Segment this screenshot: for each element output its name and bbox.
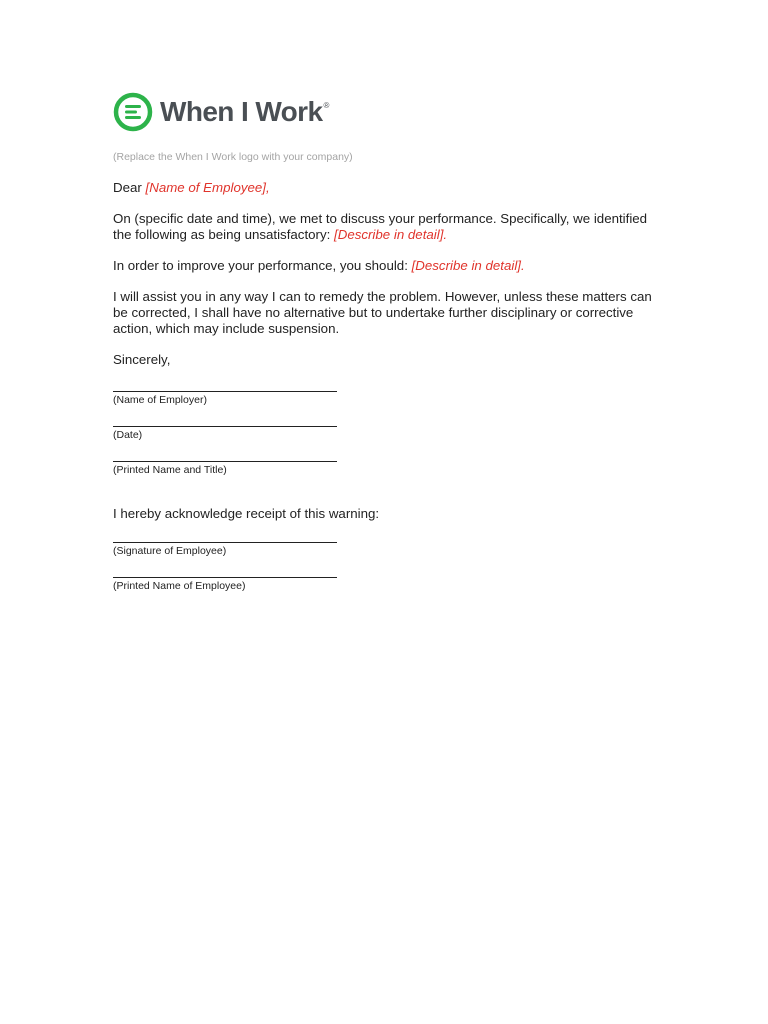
describe-placeholder-1: [Describe in detail]. [334, 227, 448, 242]
paragraph-improve-text: In order to improve your performance, you should: [113, 258, 412, 273]
signature-printed-name-employee [113, 577, 337, 593]
paragraph-meeting [113, 211, 658, 243]
signature-date [113, 426, 337, 442]
company-logo [113, 92, 768, 132]
logo-wordmark: When I Work® [160, 96, 329, 127]
signature-employer [113, 391, 337, 407]
signature-label: (Printed Name and Title) [113, 464, 227, 476]
signature-label: (Date) [113, 429, 143, 441]
signature-label: (Signature of Employee) [113, 545, 227, 557]
signature-line [113, 542, 337, 543]
signature-line [113, 426, 337, 427]
signature-line [113, 577, 337, 578]
greeting-prefix: Dear [113, 180, 146, 195]
employee-name-placeholder: [Name of Employee], [145, 180, 270, 195]
signature-label: (Printed Name of Employee) [113, 580, 246, 592]
paragraph-meeting-text: On (specific date and time), we met to discuss your performance. Specifically, we identified the following as being unsatisfactory: [113, 211, 648, 242]
signature-line [113, 461, 337, 462]
signature-employee [113, 542, 337, 558]
greeting [113, 180, 658, 196]
logo-replace-note: (Replace the When I Work logo with your company) [113, 151, 353, 163]
signature-printed-name-title [113, 461, 337, 477]
when-i-work-logo-icon [113, 92, 153, 132]
closing: Sincerely, [113, 352, 171, 367]
acknowledgement: I hereby acknowledge receipt of this warning: [113, 506, 380, 521]
describe-placeholder-2: [Describe in detail]. [411, 258, 525, 273]
signature-label: (Name of Employer) [113, 394, 207, 406]
paragraph-assist: I will assist you in any way I can to remedy the problem. However, unless these matters can be corrected, I shall have no alternative but to undertake further disciplinary or corrective action, which may include suspension. [113, 289, 652, 336]
registered-mark: ® [323, 101, 329, 110]
signature-line [113, 391, 337, 392]
paragraph-improve [113, 258, 658, 274]
